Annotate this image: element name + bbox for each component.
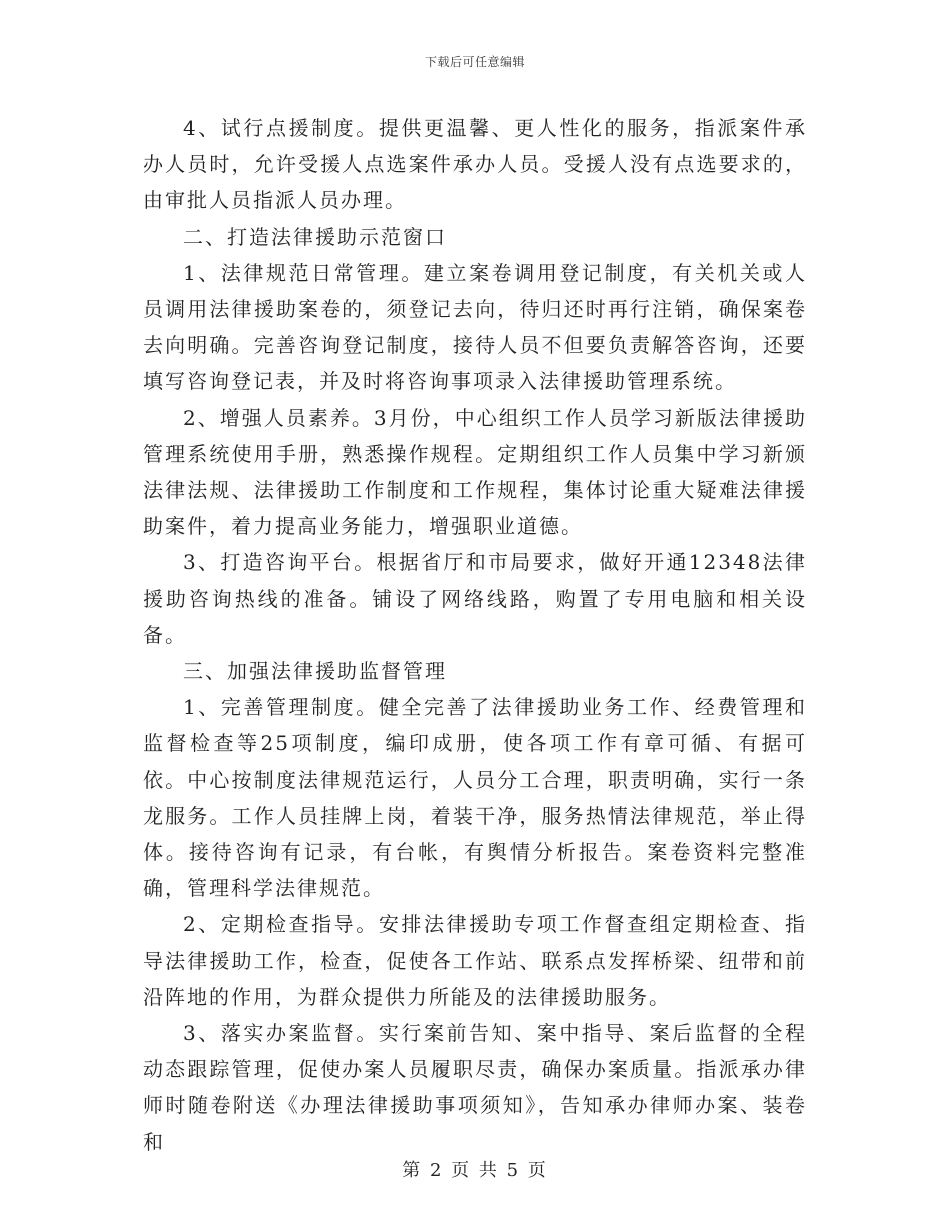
page-number: 第 2 页 共 5 页 <box>402 1160 548 1181</box>
paragraph-case-supervision: 3、落实办案监督。实行案前告知、案中指导、案后监督的全程动态跟踪管理，促使办案人员履职尽责，确保办案质量。指派承办律师时随卷附送《办理法律援助事项须知》，告知承办律师办案、装卷和 <box>143 1021 807 1154</box>
section-heading-3: 三、加强法律援助监督管理 <box>183 659 447 684</box>
paragraph-staff-quality: 2、增强人员素养。3月份，中心组织工作人员学习新版法律援助管理系统使用手册，熟悉操作规程。定期组织工作人员集中学习新颁法律法规、法律援助工作制度和工作规程，集体讨论重大疑难法律援助案件，着力提高业务能力，增强职业道德。 <box>143 405 807 539</box>
paragraph-trial-assistance: 4、试行点援制度。提供更温馨、更人性化的服务，指派案件承办人员时，允许受援人点选案件承办人员。受援人没有点选要求的，由审批人员指派人员办理。 <box>143 116 807 213</box>
section-heading-2: 二、打造法律援助示范窗口 <box>183 224 447 249</box>
header-note: 下载后可任意编辑 <box>424 55 525 69</box>
paragraph-regular-inspection: 2、定期检查指导。安排法律援助专项工作督查组定期检查、指导法律援助工作，检查，促使各工作站、联系点发挥桥梁、纽带和前沿阵地的作用，为群众提供力所能及的法律援助服务。 <box>143 912 807 1009</box>
paragraph-management-system: 1、完善管理制度。健全完善了法律援助业务工作、经费管理和监督检查等25项制度，编印成册，使各项工作有章可循、有据可依。中心按制度法律规范运行，人员分工合理，职责明确，实行一条龙服务。工作人员挂牌上岗，着装干净，服务热情法律规范，举止得体。接待咨询有记录，有台帐，有舆情分析报告。案卷资料完整准确，管理科学法律规范。 <box>143 695 807 901</box>
document-body <box>143 110 807 1160</box>
paragraph-daily-management: 1、法律规范日常管理。建立案卷调用登记制度，有关机关或人员调用法律援助案卷的，须登记去向，待归还时再行注销，确保案卷去向明确。完善咨询登记制度，接待人员不但要负责解答咨询，还要填写咨询登记表，并及时将咨询事项录入法律援助管理系统。 <box>143 260 807 394</box>
paragraph-consultation-platform: 3、打造咨询平台。根据省厅和市局要求，做好开通12348法律援助咨询热线的准备。铺设了网络线路，购置了专用电脑和相关设备。 <box>143 550 807 647</box>
